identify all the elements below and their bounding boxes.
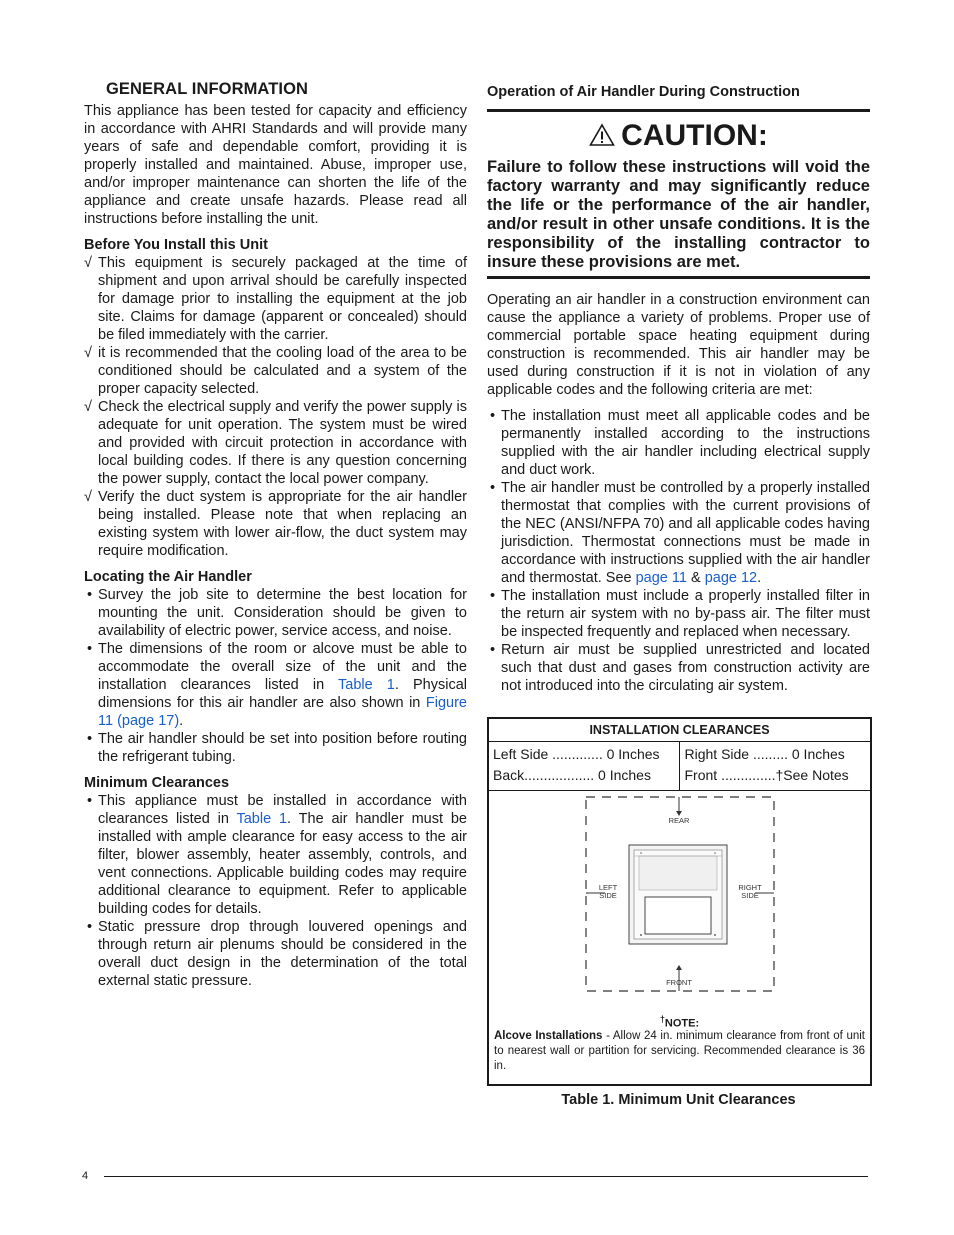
- note-bold-lead: Alcove Installations: [494, 1030, 603, 1042]
- list-item: • Survey the job site to determine the best location for mounting the unit. Consideration should be given to availability of electric power, service access, and noise.: [87, 587, 467, 639]
- list-item: √ it is recommended that the cooling load of the area to be conditioned should be calculated and a system of the proper capacity selected.: [84, 345, 467, 397]
- note-title: †NOTE:: [659, 1014, 700, 1030]
- table-1-link[interactable]: Table 1: [338, 677, 395, 693]
- back-clearance: Back.................. 0 Inches: [493, 767, 651, 783]
- list-item: √ Check the electrical supply and verify the power supply is adequate for unit operation. The system must be wired and provided with circuit protection in accordance with local building codes. If there is any question concerning the power supply, contact the local power company.: [84, 399, 467, 487]
- list-item: • The dimensions of the room or alcove must be able to accommodate the overall size of the unit and the installation clearances listed in Table 1. Physical dimensions for this air handler are also shown in Figure 11 (page 17).: [87, 641, 468, 729]
- bullet-icon: •: [490, 408, 496, 424]
- check-mark-icon: √: [84, 399, 92, 415]
- rear-label: REAR: [668, 816, 690, 825]
- front-clearance: Front ..............†See Notes: [684, 767, 849, 783]
- left-side-label: LEFT SIDE: [598, 883, 618, 900]
- note-text: Alcove Installations - Allow 24 in. minimum clearance from front of unit to nearest wall or partition for servicing. Recommended clearance is 36 in.: [494, 1030, 865, 1072]
- construction-intro: Operating an air handler in a construction environment can cause the appliance a variety of problems. Proper use of commercial portable space heating equipment during construction is recommended. This air handler may be used during construction if it is not in violation of any applicable codes and the following criteria are met:: [487, 292, 870, 398]
- intro-paragraph: This appliance has been tested for capacity and efficiency in accordance with AHRI Standards and will provide many years of safe and dependable comfort, providing it is properly installed and maintained. Abuse, improper use, and/or improper maintenance can shorten the life of the appliance and create unsafe hazards. Please read all instructions before installing the unit.: [84, 103, 467, 227]
- list-item: • Return air must be supplied unrestricted and located such that dust and gases from construction activity are not introduced into the circulating air system.: [490, 642, 870, 694]
- dagger-mark: †: [659, 1014, 665, 1024]
- list-item: √ Verify the duct system is appropriate for the air handler being installed. Please note that when replacing an existing system with lower air-flow, the duct system may require modification.: [84, 489, 467, 559]
- list-item: √ This equipment is securely packaged at the time of shipment and upon arrival should be carefully inspected for damage prior to installing the equipment at the job site. Claims for damage (apparent or concealed) should be filed immediately with the carrier.: [84, 255, 467, 343]
- right-side-clearance: Right Side ......... 0 Inches: [684, 746, 845, 762]
- list-item: • The installation must meet all applicable codes and be permanently installed according to the instructions supplied with the air handler including electrical supply and duct work.: [490, 408, 870, 478]
- list-item: • Static pressure drop through louvered openings and through return air plenums should be considered in the overall duct design in the determination of the total external static pressure.: [87, 919, 467, 989]
- construction-criteria-list: [487, 407, 870, 695]
- bullet-icon: •: [87, 731, 93, 747]
- heading-minimum-clearances: Minimum Clearances: [84, 775, 230, 791]
- check-mark-icon: √: [84, 255, 92, 271]
- caution-box: [487, 109, 870, 279]
- bullet-icon: •: [490, 480, 496, 496]
- table-cell-left: [489, 742, 679, 790]
- page-number: 4: [82, 1170, 89, 1182]
- bullet-icon: •: [87, 641, 93, 657]
- bullet-icon: •: [490, 642, 496, 658]
- left-column: [84, 80, 467, 990]
- page-11-link[interactable]: page 11: [635, 570, 687, 586]
- locating-list: [84, 586, 467, 766]
- check-mark-icon: √: [84, 489, 92, 505]
- check-mark-icon: √: [84, 345, 92, 361]
- caution-title: CAUTION:: [487, 118, 870, 154]
- minimum-clearances-list: [84, 792, 467, 990]
- heading-operation-during-construction: Operation of Air Handler During Construction: [487, 84, 800, 100]
- table-row: [489, 742, 870, 791]
- footer-divider: [104, 1176, 868, 1177]
- bullet-icon: •: [490, 588, 496, 604]
- front-label: FRONT: [666, 978, 692, 987]
- before-install-list: [84, 254, 467, 560]
- clearance-diagram: [489, 791, 870, 1031]
- bullet-icon: •: [87, 919, 93, 935]
- table-cell-right: [679, 742, 871, 790]
- right-side-label: RIGHT SIDE: [738, 883, 762, 900]
- clearance-diagram-drawing: [489, 791, 870, 1031]
- list-item: • This appliance must be installed in accordance with clearances listed in Table 1. The air handler must be installed with ample clearance for easy access to the air filter, blower assembly, heater assembly, controls, and vent connections. Applicable building codes may require additional clearance to equipment. Refer to applicable building codes for details.: [87, 793, 467, 917]
- right-column: [487, 80, 870, 695]
- warning-triangle-icon: [589, 123, 615, 147]
- list-item: • The air handler should be set into position before routing the refrigerant tubing.: [87, 731, 467, 765]
- left-side-clearance: Left Side ............. 0 Inches: [493, 746, 660, 762]
- table-header: INSTALLATION CLEARANCES: [489, 719, 870, 742]
- heading-before-install: Before You Install this Unit: [84, 237, 268, 253]
- list-item: • The installation must include a properly installed filter in the return air system with no by-pass air. The filter must be inspected frequently and replaced when necessary.: [490, 588, 870, 640]
- section-title-general-information: GENERAL INFORMATION: [106, 80, 309, 98]
- list-item: • The air handler must be controlled by a properly installed thermostat that complies with the current provisions of the NEC (ANSI/NFPA 70) and all applicable codes having jurisdiction. Thermostat connections must be made in accordance with instructions supplied with the air handler and thermostat. See page 11 & page 12.: [490, 480, 870, 586]
- table-1-link[interactable]: Table 1: [236, 811, 288, 827]
- page-12-link[interactable]: page 12: [704, 570, 758, 586]
- caution-text: Failure to follow these instructions will void the factory warranty and may significantly reduce the life or the performance of the air handler, and/or result in other unsafe conditions. It is the responsibility of the installing contractor to insure these provisions are met.: [487, 158, 870, 271]
- installation-clearances-table: [487, 717, 872, 1086]
- figure-11-link[interactable]: Figure 11 (page 17): [98, 695, 467, 729]
- bullet-icon: •: [87, 587, 93, 603]
- table-caption: Table 1. Minimum Unit Clearances: [561, 1092, 796, 1108]
- bullet-icon: •: [87, 793, 93, 809]
- heading-locating: Locating the Air Handler: [84, 569, 252, 585]
